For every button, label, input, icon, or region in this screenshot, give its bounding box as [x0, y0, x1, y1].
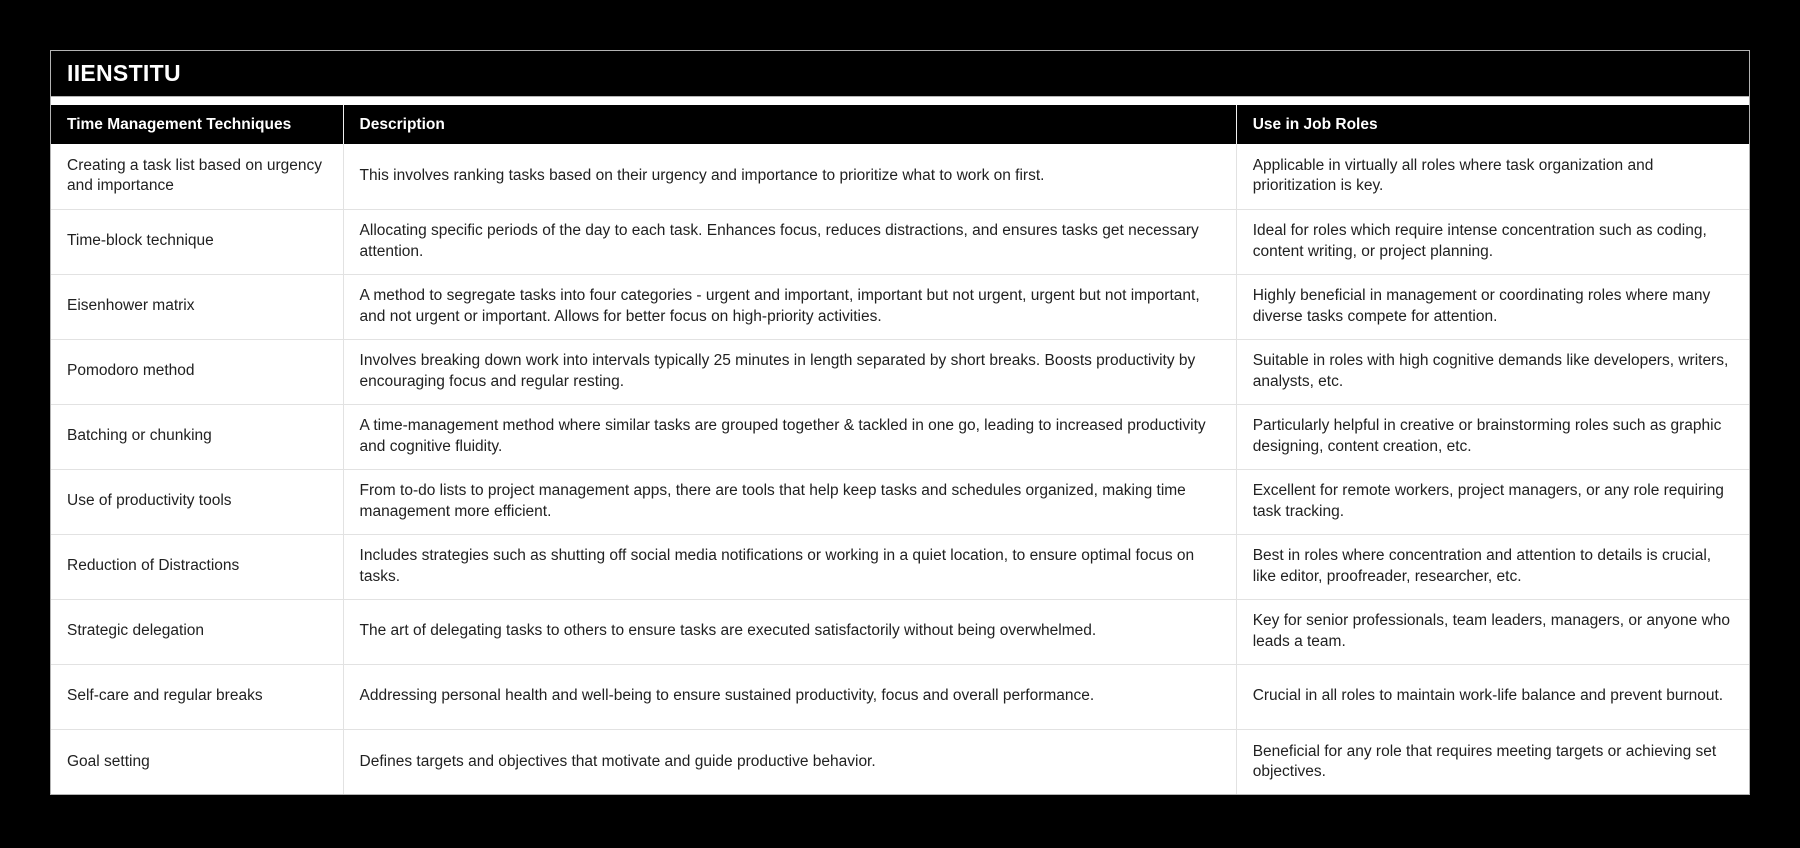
table-row [51, 209, 1749, 274]
cell-use: Ideal for roles which require intense concentration such as coding, content writing, or project planning. [1236, 209, 1749, 274]
table-row [51, 274, 1749, 339]
cell-use: Excellent for remote workers, project managers, or any role requiring task tracking. [1236, 469, 1749, 534]
cell-use: Key for senior professionals, team leaders, managers, or anyone who leads a team. [1236, 599, 1749, 664]
cell-technique: Eisenhower matrix [51, 274, 343, 339]
cell-technique: Reduction of Distractions [51, 534, 343, 599]
cell-technique: Use of productivity tools [51, 469, 343, 534]
column-header-use: Use in Job Roles [1236, 105, 1749, 144]
table-header-row [51, 105, 1749, 144]
techniques-table [51, 105, 1749, 794]
title-bar [51, 51, 1749, 97]
cell-description: Defines targets and objectives that motivate and guide productive behavior. [343, 729, 1236, 794]
cell-technique: Goal setting [51, 729, 343, 794]
cell-technique: Creating a task list based on urgency and importance [51, 144, 343, 209]
title-table-gap [51, 97, 1749, 105]
cell-description: A time-management method where similar tasks are grouped together & tackled in one go, leading to increased productivity and cognitive fluidity. [343, 404, 1236, 469]
table-row [51, 599, 1749, 664]
cell-technique: Self-care and regular breaks [51, 664, 343, 729]
table-row [51, 534, 1749, 599]
cell-use: Best in roles where concentration and attention to details is crucial, like editor, proofreader, researcher, etc. [1236, 534, 1749, 599]
cell-technique: Time-block technique [51, 209, 343, 274]
table-row [51, 664, 1749, 729]
cell-use: Suitable in roles with high cognitive demands like developers, writers, analysts, etc. [1236, 339, 1749, 404]
column-header-description: Description [343, 105, 1236, 144]
table-row [51, 339, 1749, 404]
cell-description: Includes strategies such as shutting off social media notifications or working in a quiet location, to ensure optimal focus on tasks. [343, 534, 1236, 599]
table-row [51, 729, 1749, 794]
cell-description: A method to segregate tasks into four categories - urgent and important, important but not urgent, urgent but not important, and not urgent or important. Allows for better focus on high-priority activities. [343, 274, 1236, 339]
cell-technique: Pomodoro method [51, 339, 343, 404]
cell-technique: Batching or chunking [51, 404, 343, 469]
table-row [51, 144, 1749, 209]
table-row [51, 469, 1749, 534]
cell-technique: Strategic delegation [51, 599, 343, 664]
cell-use: Applicable in virtually all roles where task organization and prioritization is key. [1236, 144, 1749, 209]
table-card [50, 50, 1750, 795]
cell-use: Particularly helpful in creative or brainstorming roles such as graphic designing, content creation, etc. [1236, 404, 1749, 469]
cell-description: Allocating specific periods of the day to each task. Enhances focus, reduces distractions, and ensures tasks get necessary attention. [343, 209, 1236, 274]
table-body [51, 144, 1749, 794]
page-title: IIENSTITU [67, 60, 181, 86]
cell-description: This involves ranking tasks based on their urgency and importance to prioritize what to work on first. [343, 144, 1236, 209]
cell-description: From to-do lists to project management apps, there are tools that help keep tasks and schedules organized, making time management more efficient. [343, 469, 1236, 534]
cell-description: Addressing personal health and well-being to ensure sustained productivity, focus and overall performance. [343, 664, 1236, 729]
cell-use: Beneficial for any role that requires meeting targets or achieving set objectives. [1236, 729, 1749, 794]
table-row [51, 404, 1749, 469]
cell-description: Involves breaking down work into intervals typically 25 minutes in length separated by short breaks. Boosts productivity by encouraging focus and regular resting. [343, 339, 1236, 404]
cell-use: Crucial in all roles to maintain work-life balance and prevent burnout. [1236, 664, 1749, 729]
cell-use: Highly beneficial in management or coordinating roles where many diverse tasks compete for attention. [1236, 274, 1749, 339]
column-header-technique: Time Management Techniques [51, 105, 343, 144]
cell-description: The art of delegating tasks to others to ensure tasks are executed satisfactorily without being overwhelmed. [343, 599, 1236, 664]
